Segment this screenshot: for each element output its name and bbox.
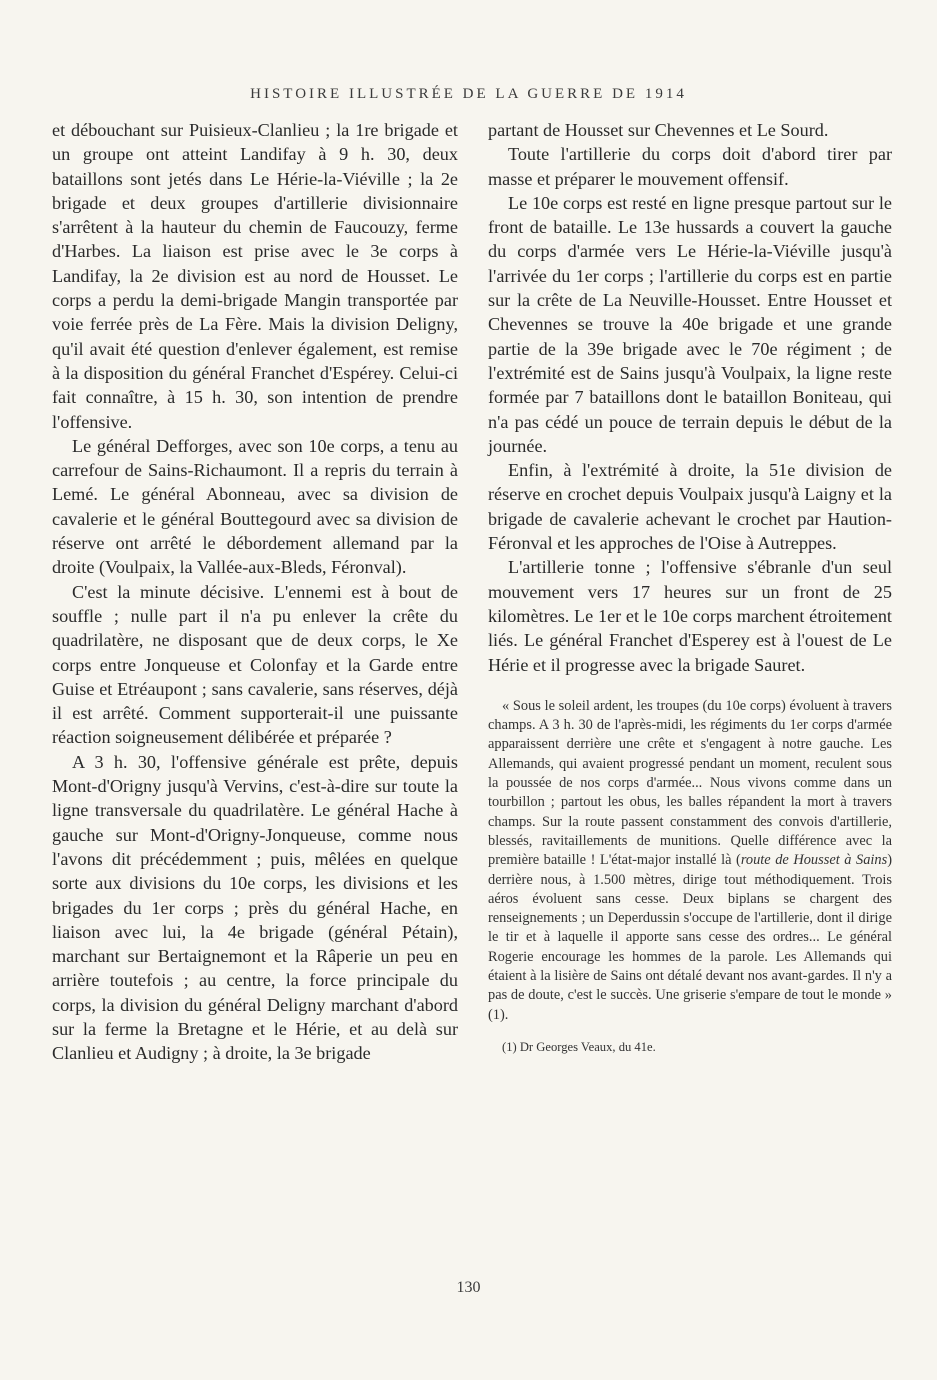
paragraph: Le général Defforges, avec son 10e corps, a tenu au carrefour de Sains-Richaumont. Il a repris du terrain à Lemé. Le général Abonneau, avec sa division de cavalerie et le général Bouttegourd avec sa division de réserve ont arrêté le débordement allemand par la droite (Voulpaix, la Vallée-aux-Bleds, Féronval).: [52, 435, 458, 578]
right-column: [488, 118, 892, 1055]
page-number: 130: [456, 1279, 481, 1296]
paragraph: A 3 h. 30, l'offensive générale est prête, depuis Mont-d'Origny jusqu'à Vervins, c'est-à-dire sur toute la ligne transversale du quadrilatère. Le général Hache à gauche sur Mont-d'Origny-Jonqueuse, comme nous l'avons dit précédemment ; puis, mêlées en quelque sorte aux divisions du 10e corps, les divisions et les brigades du 1er corps ; près du général Hache, en liaison avec lui, la 4e brigade (général Pétain), marchant sur Bertaignemont et la Râperie un peu en arrière toutefois ; au centre, la force principale du corps, la division du général Deligny marchant d'abord sur la ferme la Bretagne et le Hérie, et au delà sur Clanlieu et Audigny ; à droite, la 3e brigade: [52, 751, 458, 1064]
footnote: (1) Dr Georges Veaux, du 41e.: [502, 1039, 656, 1054]
block-quote: [488, 697, 892, 1025]
paragraph: L'artillerie tonne ; l'offensive s'ébranle d'un seul mouvement vers 17 heures sur un front de 25 kilomètres. Le 1er et le 10e corps marchent étroitement liés. Le général Franchet d'Esperey est à l'ouest de Le Hérie et il progresse avec la brigade Sauret.: [488, 557, 892, 675]
quote-text: « Sous le soleil ardent, les troupes (du 10e corps) évoluent à travers champs. A 3 h. 30 de l'après-midi, les régiments du 1er corps d'armée apparaissent derrière une crête et s'engagent à notre gauche. Les Allemands, qui avaient progressé pendant un moment, reculent sous la poussée de nos corps d'armée... Nous vivons comme dans un tourbillon ; partout les obus, les balles répandent la mort à travers champs. Sur la route passent constamment des convois d'artillerie, blessés, ravitaillements de munitions. Quelle différence avec la première bataille ! L'état-major installé là (: [488, 697, 892, 869]
paragraph: partant de Housset sur Chevennes et Le Sourd.: [488, 120, 829, 140]
paragraph: Enfin, à l'extrémité à droite, la 51e division de réserve en crochet depuis Voulpaix jusqu'à Laigny et la brigade de cavalerie achevant le crochet par Haution-Féronval et les approches de l'Oise à Autreppes.: [488, 460, 892, 554]
quote-italic: route de Housset à Sains: [740, 852, 888, 869]
paragraph: C'est la minute décisive. L'ennemi est à bout de souffle ; nulle part il n'a pu enlever la crête du quadrilatère, ne disposant que de deux corps, le Xe corps entre Jonqueuse et Colonfay et la Garde entre Guise et Etréaupont ; sans cavalerie, sans réserves, déjà il est arrêté. Comment supporterait-il une puissante réaction soigneusement délibérée et préparée ?: [52, 581, 458, 748]
paragraph: Toute l'artillerie du corps doit d'abord tirer par masse et préparer le mouvement offensif.: [488, 144, 892, 189]
quote-text: ) derrière nous, à 1.500 mètres, dirige tout méthodiquement. Trois aéros évoluent sans cesse. Deux biplans se chargent des renseignements ; un Deperdussin s'occupe de l'artillerie, dont il dirige le tir et à laquelle il apporte sans cesse des ordres... Le général Rogerie encourage les hommes de la parole. Les Allemands qui étaient à la lisière de Sains ont détalé devant nos avant-gardes. Il n'y a pas de doute, c'est le succès. Une griserie s'empare de tout le monde » (1).: [488, 852, 892, 1023]
paragraph: Le 10e corps est resté en ligne presque partout sur le front de bataille. Le 13e hussards a couvert la gauche du corps d'armée vers Le Hérie-la-Viéville jusqu'à l'arrivée du 1er corps ; l'artillerie du corps est en partie sur la crête de La Neuville-Housset. Entre Housset et Chevennes se trouve la 40e brigade et une grande partie de la 39e brigade avec le 70e régiment ; de l'extrémité est de Sains jusqu'à Voulpaix, la ligne reste formée par 7 bataillons dont le bataillon Boniteau, qui n'a pas cédé un pouce de terrain depuis le début de la journée.: [488, 192, 892, 456]
running-header: HISTOIRE ILLUSTRÉE DE LA GUERRE DE 1914: [250, 86, 687, 102]
left-column: [52, 118, 458, 1066]
paragraph: et débouchant sur Puisieux-Clanlieu ; la 1re brigade et un groupe ont atteint Landifay à 9 h. 30, deux bataillons sont jetés dans Le Hérie-la-Viéville ; la 2e brigade et deux groupes d'artillerie divisionnaire s'arrêtent à la hauteur du chemin de Faucouzy, ferme d'Harbes. La liaison est prise avec le 3e corps à Landifay, la 2e division est au nord de Housset. Le corps a perdu la demi-brigade Mangin transportée par voie ferrée près de La Fère. Mais la division Deligny, qu'il avait été question d'enlever également, est remise à la disposition du général Franchet d'Espérey. Celui-ci fait connaître, à 15 h. 30, son intention de prendre l'offensive.: [52, 120, 458, 432]
